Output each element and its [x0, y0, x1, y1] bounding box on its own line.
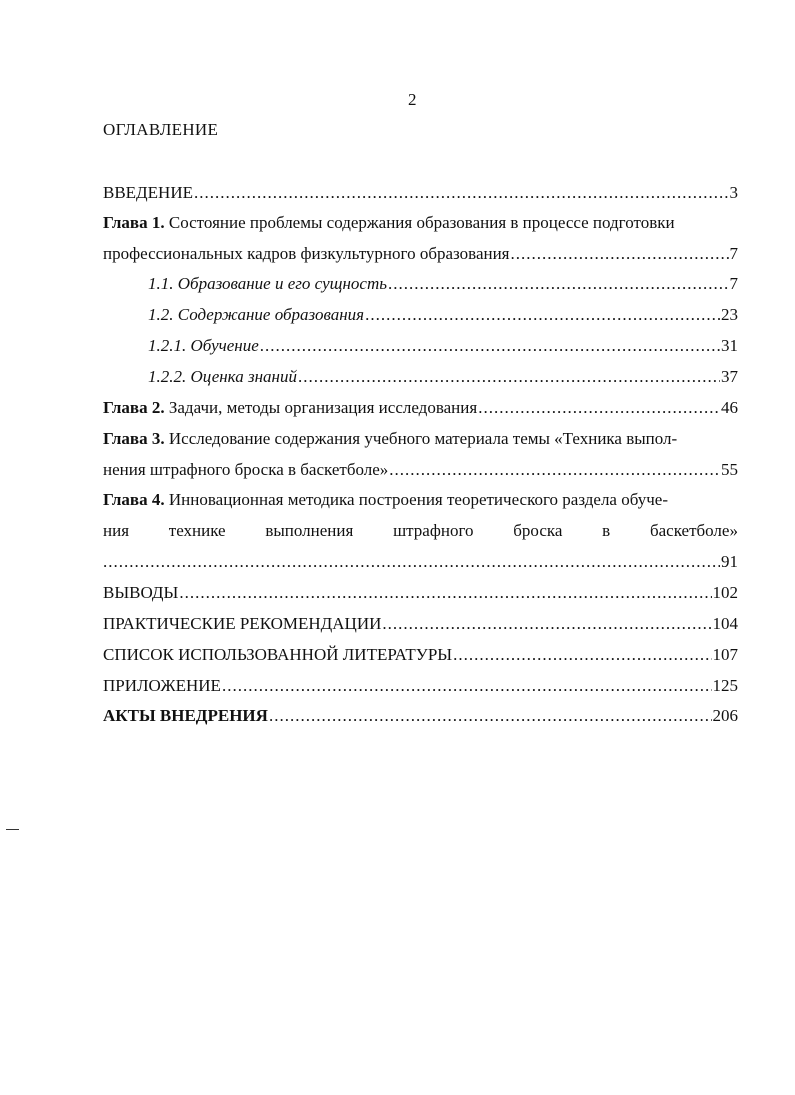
chapter-title-word: в: [602, 521, 611, 540]
toc-entry-chapter-1-line-1[interactable]: [103, 212, 738, 234]
toc-entry-section-1-2-2[interactable]: [148, 366, 738, 388]
toc-entry-page: 206: [712, 706, 738, 725]
section-label: 1.2.1. Обучение: [148, 336, 259, 355]
leader-dots: [388, 273, 729, 295]
leader-dots: [298, 366, 720, 388]
toc-entry-intro[interactable]: [103, 182, 738, 204]
toc-entry-conclusions[interactable]: [103, 582, 738, 604]
chapter-label: Глава 4.: [103, 490, 165, 509]
toc-entry-section-1-1[interactable]: [148, 273, 738, 295]
leader-dots: [194, 182, 729, 204]
chapter-title: Инновационная методика построения теоретического раздела обуче-: [168, 490, 668, 509]
toc-entry-page: 3: [729, 183, 738, 202]
toc-entry-page: 7: [729, 274, 738, 293]
toc-entry-page: 91: [721, 552, 738, 571]
toc-entry-chapter-1-line-2[interactable]: [103, 243, 738, 265]
toc-entry-label: ПРАКТИЧЕСКИЕ РЕКОМЕНДАЦИИ: [103, 614, 382, 633]
leader-dots: [453, 644, 711, 666]
toc-entry-label: ВВЕДЕНИЕ: [103, 183, 193, 202]
leader-dots: [511, 243, 729, 265]
chapter-title: Состояние проблемы содержания образования в процессе подготовки: [168, 213, 675, 232]
toc-entry-page: 125: [712, 676, 738, 695]
toc-entry-page: 55: [721, 460, 738, 479]
toc-entry-label: ВЫВОДЫ: [103, 583, 179, 602]
toc-entry-page: 104: [712, 614, 738, 633]
toc-entry-chapter-3-line-2[interactable]: [103, 459, 738, 481]
leader-dots: [389, 459, 720, 481]
toc-entry-chapter-4-line-1[interactable]: [103, 489, 738, 511]
chapter-label: Глава 3.: [103, 429, 165, 448]
chapter-title-word: ния: [103, 521, 130, 540]
toc-entry-label: СПИСОК ИСПОЛЬЗОВАННОЙ ЛИТЕРАТУРЫ: [103, 645, 453, 664]
toc-entry-page: 107: [712, 645, 738, 664]
toc-entry-chapter-2[interactable]: [103, 397, 738, 419]
toc-entry-page: 31: [721, 336, 738, 355]
chapter-label: Глава 2.: [103, 398, 165, 417]
toc-entry-acts[interactable]: [103, 705, 738, 727]
toc-entry-section-1-2-1[interactable]: [148, 335, 738, 357]
toc-entry-recommendations[interactable]: [103, 613, 738, 635]
section-label: 1.2.2. Оценка знаний: [148, 367, 297, 386]
leader-dots: [103, 551, 720, 573]
toc-entry-label: АКТЫ ВНЕДРЕНИЯ: [103, 706, 268, 725]
chapter-label: Глава 1.: [103, 213, 165, 232]
toc-entry-appendix[interactable]: [103, 675, 738, 697]
leader-dots: [269, 705, 712, 727]
toc-entry-chapter-4-line-2[interactable]: [103, 520, 738, 542]
chapter-title-word: броска: [513, 521, 563, 540]
chapter-title-word: выполнения: [265, 521, 354, 540]
chapter-title-word: баскетболе»: [649, 521, 738, 540]
leader-dots: [382, 613, 711, 635]
leader-dots: [478, 397, 720, 419]
scan-margin-mark: [6, 829, 19, 830]
toc-entry-section-1-2[interactable]: [148, 304, 738, 326]
chapter-title-word: технике: [168, 521, 226, 540]
toc-entry-label: ПРИЛОЖЕНИЕ: [103, 676, 221, 695]
chapter-title-word: штрафного: [393, 521, 474, 540]
toc-entry-page: 23: [721, 305, 738, 324]
toc-entry-page: 102: [712, 583, 738, 602]
toc-entry-bibliography[interactable]: [103, 644, 738, 666]
toc-title: ОГЛАВЛЕНИЕ: [103, 120, 219, 139]
toc-entry-page: 37: [721, 367, 738, 386]
toc-entry-chapter-4-line-3[interactable]: [103, 551, 738, 573]
section-label: 1.2. Содержание образования: [148, 305, 365, 324]
toc-entry-chapter-3-line-1[interactable]: [103, 428, 738, 450]
toc-entry-page: 7: [729, 244, 738, 263]
toc-entry-page: 46: [721, 398, 738, 417]
leader-dots: [365, 304, 720, 326]
leader-dots: [179, 582, 711, 604]
leader-dots: [260, 335, 720, 357]
leader-dots: [222, 675, 712, 697]
page-number: 2: [408, 90, 417, 109]
section-label: 1.1. Образование и его сущность: [148, 274, 387, 293]
chapter-title: Задачи, методы организация исследования: [168, 398, 478, 417]
chapter-title-continued: нения штрафного броска в баскетболе»: [103, 460, 389, 479]
chapter-title: Исследование содержания учебного материала темы «Техника выпол-: [168, 429, 678, 448]
chapter-title-continued: профессиональных кадров физкультурного образования: [103, 244, 510, 263]
